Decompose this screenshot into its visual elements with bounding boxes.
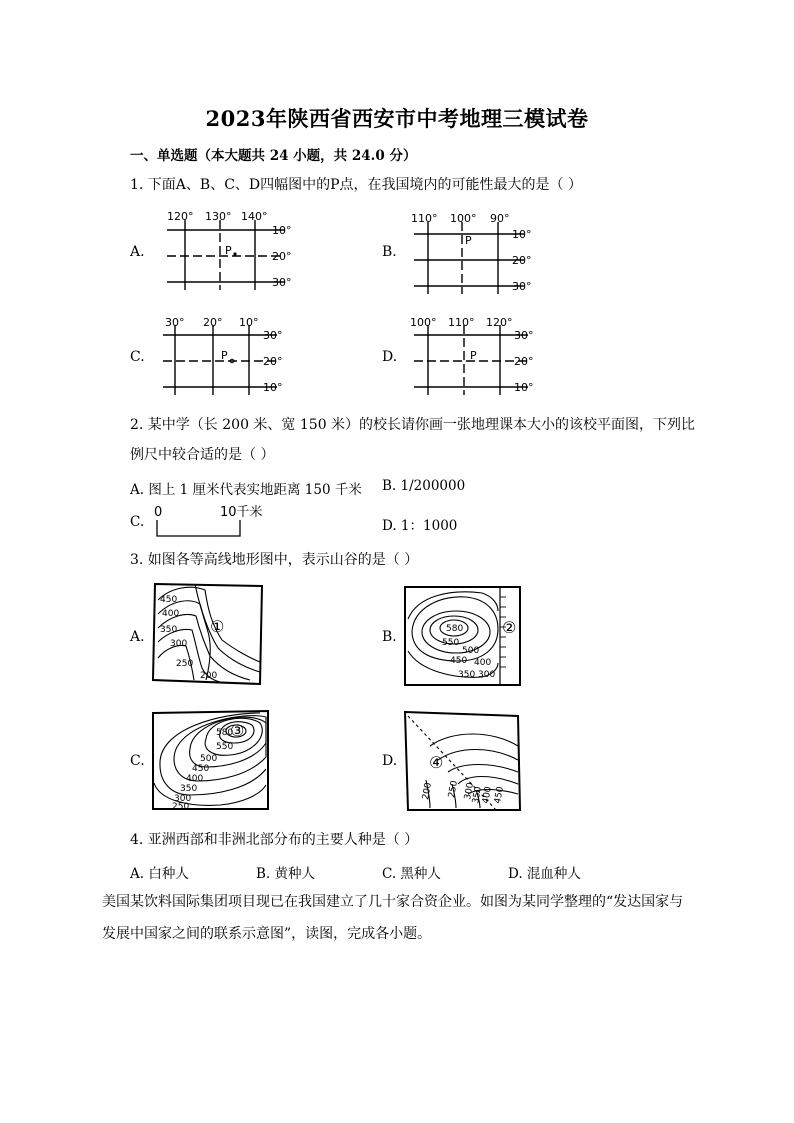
contour-label: 550 [216, 742, 234, 752]
lat-label: 20° [512, 254, 532, 267]
contour-label: 400 [474, 658, 492, 668]
contour-label: 450 [192, 764, 210, 774]
q1-stem: 1. 下面A、B、C、D四幅图中的P点，在我国境内的可能性最大的是（ ） [130, 177, 583, 193]
lon-label: 100° [450, 212, 477, 225]
q1-option-d-label: D. [382, 349, 398, 365]
marker-4: ④ [429, 753, 444, 772]
q2-option-a: A. 图上 1 厘米代表实地距离 150 千米 [130, 482, 362, 498]
point-label: P [470, 349, 477, 362]
contour-label: 450 [160, 595, 178, 605]
passage-line1: 美国某饮料国际集团项目现已在我国建立了几十家合资企业。如图为某同学整理的“发达国家与 [102, 894, 684, 910]
q3-option-b-label: B. [382, 629, 397, 645]
point-label: P [225, 244, 232, 257]
contour-label: 400 [481, 785, 494, 805]
contour-label: 350 [180, 784, 198, 794]
lon-label: 20° [203, 316, 223, 329]
section-heading: 一、单选题（本大题共 24 小题，共 24.0 分） [130, 148, 417, 164]
q3-option-c-label: C. [130, 753, 145, 769]
q3-contour-map-d [402, 710, 524, 814]
q1-grid-map-d [406, 313, 556, 398]
q1-option-a-label: A. [130, 244, 145, 260]
contour-label: 250 [447, 779, 460, 799]
page-title: 2023年陕西省西安市中考地理三模试卷 [205, 106, 589, 131]
q3-contour-map-a [150, 580, 268, 690]
q1-option-b-label: B. [382, 244, 397, 260]
q4-option-b: B. 黄种人 [256, 866, 316, 882]
contour-label: 350 [160, 625, 178, 635]
lon-label: 120° [486, 316, 513, 329]
q2-line-scale [152, 502, 272, 542]
scale-end: 10千米 [220, 505, 263, 520]
scale-zero: 0 [154, 505, 163, 520]
q2-stem-line2: 例尺中较合适的是（ ） [130, 447, 275, 463]
contour-label: 300 [463, 781, 476, 801]
q1-grid-map-c [155, 313, 305, 398]
contour-label: 250 [176, 659, 194, 669]
lon-label: 110° [448, 316, 475, 329]
peak-label: 580 [216, 728, 234, 738]
q3-option-a-label: A. [130, 629, 145, 645]
lat-label: 30° [272, 276, 292, 289]
contour-label: 450 [450, 656, 468, 666]
q1-grid-map-a [155, 208, 305, 293]
q2-option-d: D. 1：1000 [382, 518, 458, 534]
q3-stem: 3. 如图各等高线地形图中，表示山谷的是（ ） [130, 552, 419, 568]
lat-label: 10° [514, 381, 534, 394]
lon-label: 130° [205, 210, 232, 223]
q4-option-a: A. 白种人 [130, 866, 189, 882]
contour-label: 400 [186, 774, 204, 784]
lon-label: 10° [239, 316, 259, 329]
lat-label: 30° [512, 280, 532, 293]
contour-label: 350 [471, 785, 484, 805]
contour-label: 200 [421, 781, 434, 801]
lon-label: 120° [167, 210, 194, 223]
q3-option-d-label: D. [382, 753, 398, 769]
marker-3: ③ [230, 721, 245, 740]
marker-2: ② [502, 618, 517, 637]
marker-1: ① [210, 617, 225, 636]
lon-label: 90° [490, 212, 510, 225]
passage-line2: 发展中国家之间的联系示意图”，读图，完成各小题。 [102, 926, 432, 942]
point-label: P [221, 349, 228, 362]
q4-stem: 4. 亚洲西部和非洲北部分布的主要人种是（ ） [130, 832, 419, 848]
lat-label: 30° [263, 329, 283, 342]
lat-label: 10° [512, 228, 532, 241]
peak-label: 580 [446, 624, 464, 634]
q1-option-c-label: C. [130, 349, 145, 365]
contour-label: 550 [442, 638, 460, 648]
contour-label: 400 [162, 609, 180, 619]
contour-label: 500 [462, 646, 480, 656]
lon-label: 140° [241, 210, 268, 223]
lat-label: 20° [514, 355, 534, 368]
point-label: P [465, 234, 472, 247]
contour-label: 250 [172, 802, 190, 812]
contour-label: 300 [170, 639, 188, 649]
lat-label: 10° [272, 224, 292, 237]
contour-label: 350 [458, 670, 476, 680]
lat-label: 20° [272, 250, 292, 263]
contour-label: 450 [493, 785, 506, 805]
q1-grid-map-b [406, 210, 556, 295]
q4-option-c: C. 黑种人 [382, 866, 441, 882]
q4-option-d: D. 混血种人 [508, 866, 581, 882]
contour-label: 300 [174, 794, 192, 804]
lat-label: 10° [263, 381, 283, 394]
q3-contour-map-b [402, 583, 524, 689]
lon-label: 110° [411, 212, 438, 225]
q2-option-c-label: C. [130, 514, 145, 530]
contour-label: 500 [200, 754, 218, 764]
q2-option-b: B. 1/200000 [382, 478, 466, 494]
q2-stem-line1: 2. 某中学（长 200 米、宽 150 米）的校长请你画一张地理课本大小的该校平面图，下列比 [130, 417, 696, 433]
lat-label: 30° [514, 329, 534, 342]
lon-label: 100° [410, 316, 437, 329]
contour-label: 300 [478, 670, 496, 680]
contour-label: 200 [200, 671, 218, 681]
q3-contour-map-c [150, 709, 272, 813]
lat-label: 20° [263, 355, 283, 368]
lon-label: 30° [165, 316, 185, 329]
